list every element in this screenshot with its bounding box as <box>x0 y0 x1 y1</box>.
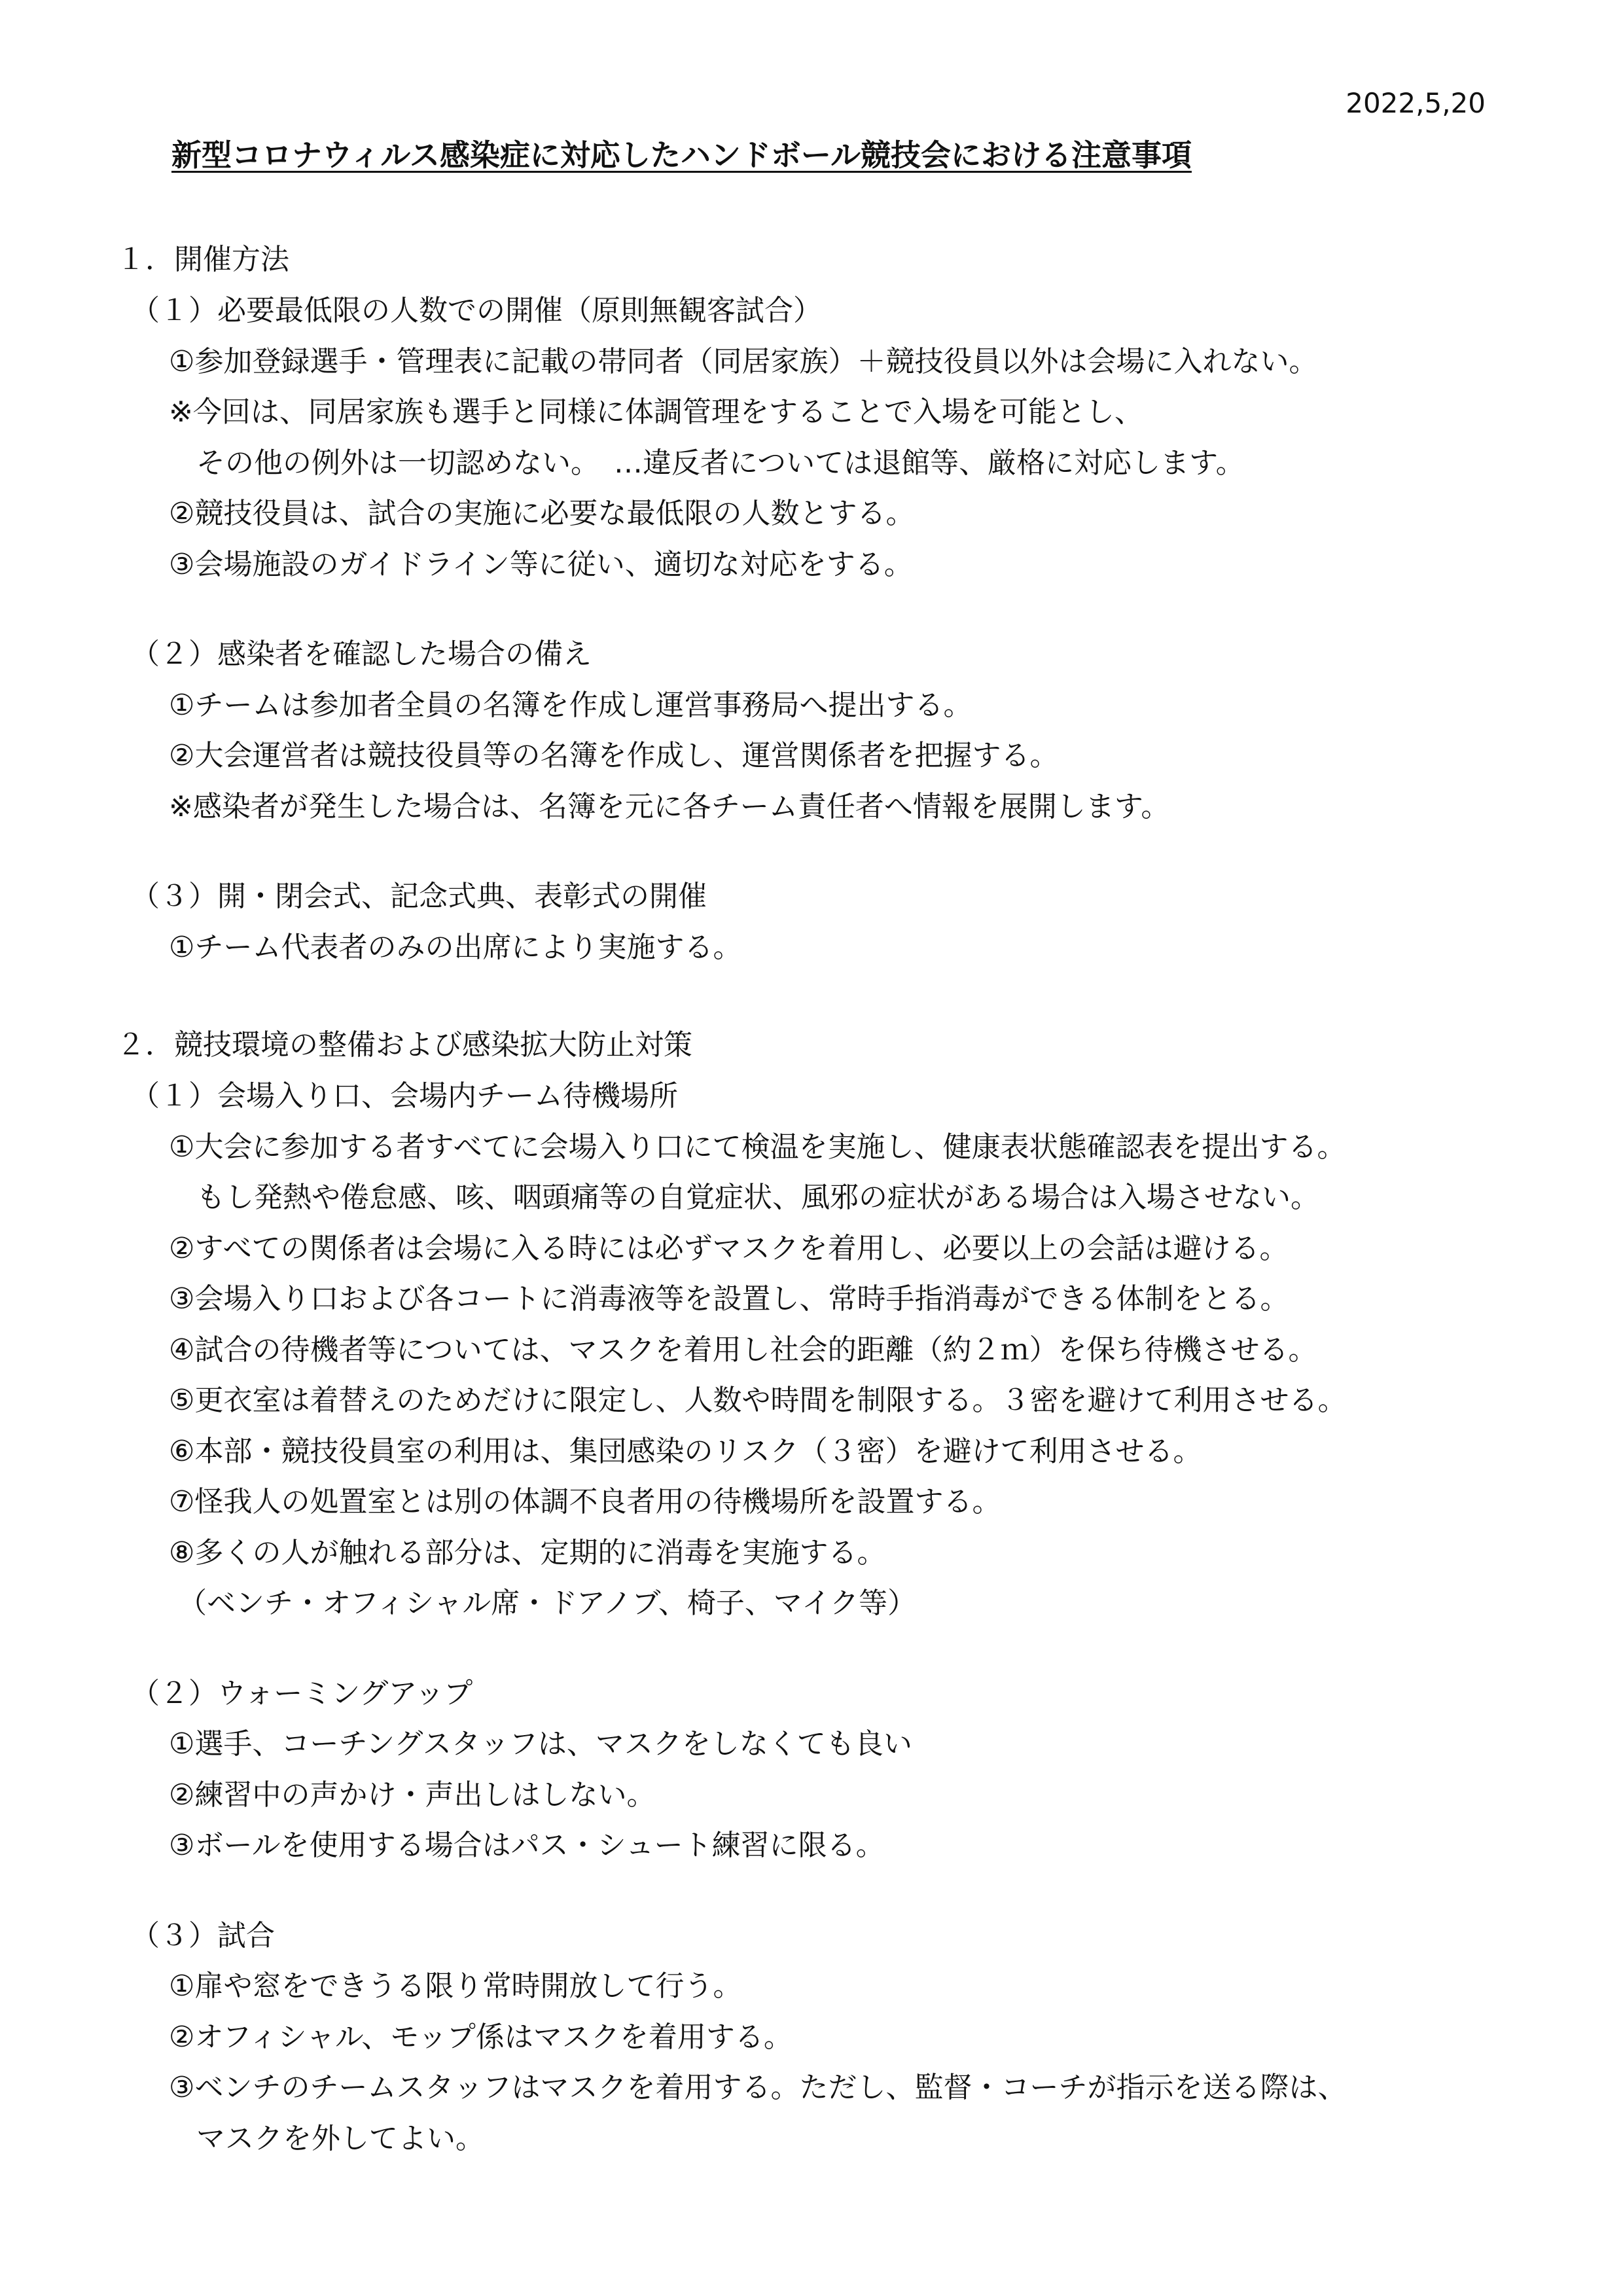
section-1-2-item-2: ②大会運営者は競技役員等の名簿を作成し、運営関係者を把握する。 <box>169 739 1059 772</box>
section-2-1-heading: （１）会場入り口、会場内チーム待機場所 <box>131 1079 678 1113</box>
section-2-2-heading: （２）ウォーミングアップ <box>131 1677 473 1710</box>
section-1-3-item-1: ①チーム代表者のみの出席により実施する。 <box>169 931 742 964</box>
section-1-2-heading: （２）感染者を確認した場合の備え <box>131 637 592 671</box>
section-1-1-heading: （１）必要最低限の人数での開催（原則無観客試合） <box>131 294 822 327</box>
section-2-1-item-7: ⑦怪我人の処置室とは別の体調不良者用の待機場所を設置する。 <box>169 1485 1001 1518</box>
section-2-2-item-1: ①選手、コーチングスタッフは、マスクをしなくても良い <box>169 1727 912 1761</box>
section-2-1-item-8-continued: （ベンチ・オフィシャル席・ドアノブ、椅子、マイク等） <box>178 1587 917 1620</box>
section-2-1-item-8: ⑧多くの人が触れる部分は、定期的に消毒を実施する。 <box>169 1536 886 1570</box>
section-2-1-item-5: ⑤更衣室は着替えのためだけに限定し、人数や時間を制限する。３密を避けて利用させる。 <box>169 1384 1347 1417</box>
section-2-heading: ２．競技環境の整備および感染拡大防止対策 <box>116 1028 692 1062</box>
section-2-3-item-3-continued: マスクを外してよい。 <box>196 2122 484 2155</box>
section-2-1-item-3: ③会場入り口および各コートに消毒液等を設置し、常時手指消毒ができる体制をとる。 <box>169 1282 1289 1316</box>
section-1-1-item-1: ①参加登録選手・管理表に記載の帯同者（同居家族）＋競技役員以外は会場に入れない。 <box>169 345 1318 378</box>
section-1-1-item-2: ②競技役員は、試合の実施に必要な最低限の人数とする。 <box>169 497 915 530</box>
section-2-1-item-1: ①大会に参加する者すべてに会場入り口にて検温を実施し、健康表状態確認表を提出する。 <box>169 1130 1346 1164</box>
section-1-2-item-1: ①チームは参加者全員の名簿を作成し運営事務局へ提出する。 <box>169 689 972 722</box>
section-1-2-note: ※感染者が発生した場合は、名簿を元に各チーム責任者へ情報を展開します。 <box>169 790 1170 823</box>
section-2-3-item-3: ③ベンチのチームスタッフはマスクを着用する。ただし、監督・コーチが指示を送る際は、 <box>169 2071 1347 2104</box>
section-2-3-heading: （３）試合 <box>131 1919 275 1952</box>
document-title: 新型コロナウィルス感染症に対応したハンドボール競技会における注意事項 <box>171 137 1192 173</box>
section-2-3-item-1: ①扉や窓をできうる限り常時開放して行う。 <box>169 1969 742 2003</box>
section-2-1-item-6: ⑥本部・競技役員室の利用は、集団感染のリスク（３密）を避けて利用させる。 <box>169 1435 1202 1468</box>
section-1-1-item-3: ③会場施設のガイドライン等に従い、適切な対応をする。 <box>169 548 913 581</box>
section-2-3-item-2: ②オフィシャル、モップ係はマスクを着用する。 <box>169 2020 793 2054</box>
section-2-1-item-2: ②すべての関係者は会場に入る時には必ずマスクを着用し、必要以上の会話は避ける。 <box>169 1232 1289 1265</box>
section-1-heading: １．開催方法 <box>116 243 289 276</box>
section-1-1-note-1: ※今回は、同居家族も選手と同様に体調管理をすることで入場を可能とし、 <box>169 395 1143 429</box>
document-date: 2022,5,20 <box>1346 87 1486 119</box>
section-2-2-item-2: ②練習中の声かけ・声出しはしない。 <box>169 1778 656 1812</box>
section-2-1-item-1-continued: もし発熱や倦怠感、咳、咽頭痛等の自覚症状、風邪の症状がある場合は入場させない。 <box>196 1181 1319 1214</box>
section-1-1-note-2: その他の例外は一切認めない。 …違反者については退館等、厳格に対応します。 <box>196 446 1245 480</box>
section-2-2-item-3: ③ボールを使用する場合はパス・シュート練習に限る。 <box>169 1829 885 1862</box>
section-2-1-item-4: ④試合の待機者等については、マスクを着用し社会的距離（約２ｍ）を保ち待機させる。 <box>169 1333 1317 1367</box>
section-1-3-heading: （３）開・閉会式、記念式典、表彰式の開催 <box>131 880 707 913</box>
